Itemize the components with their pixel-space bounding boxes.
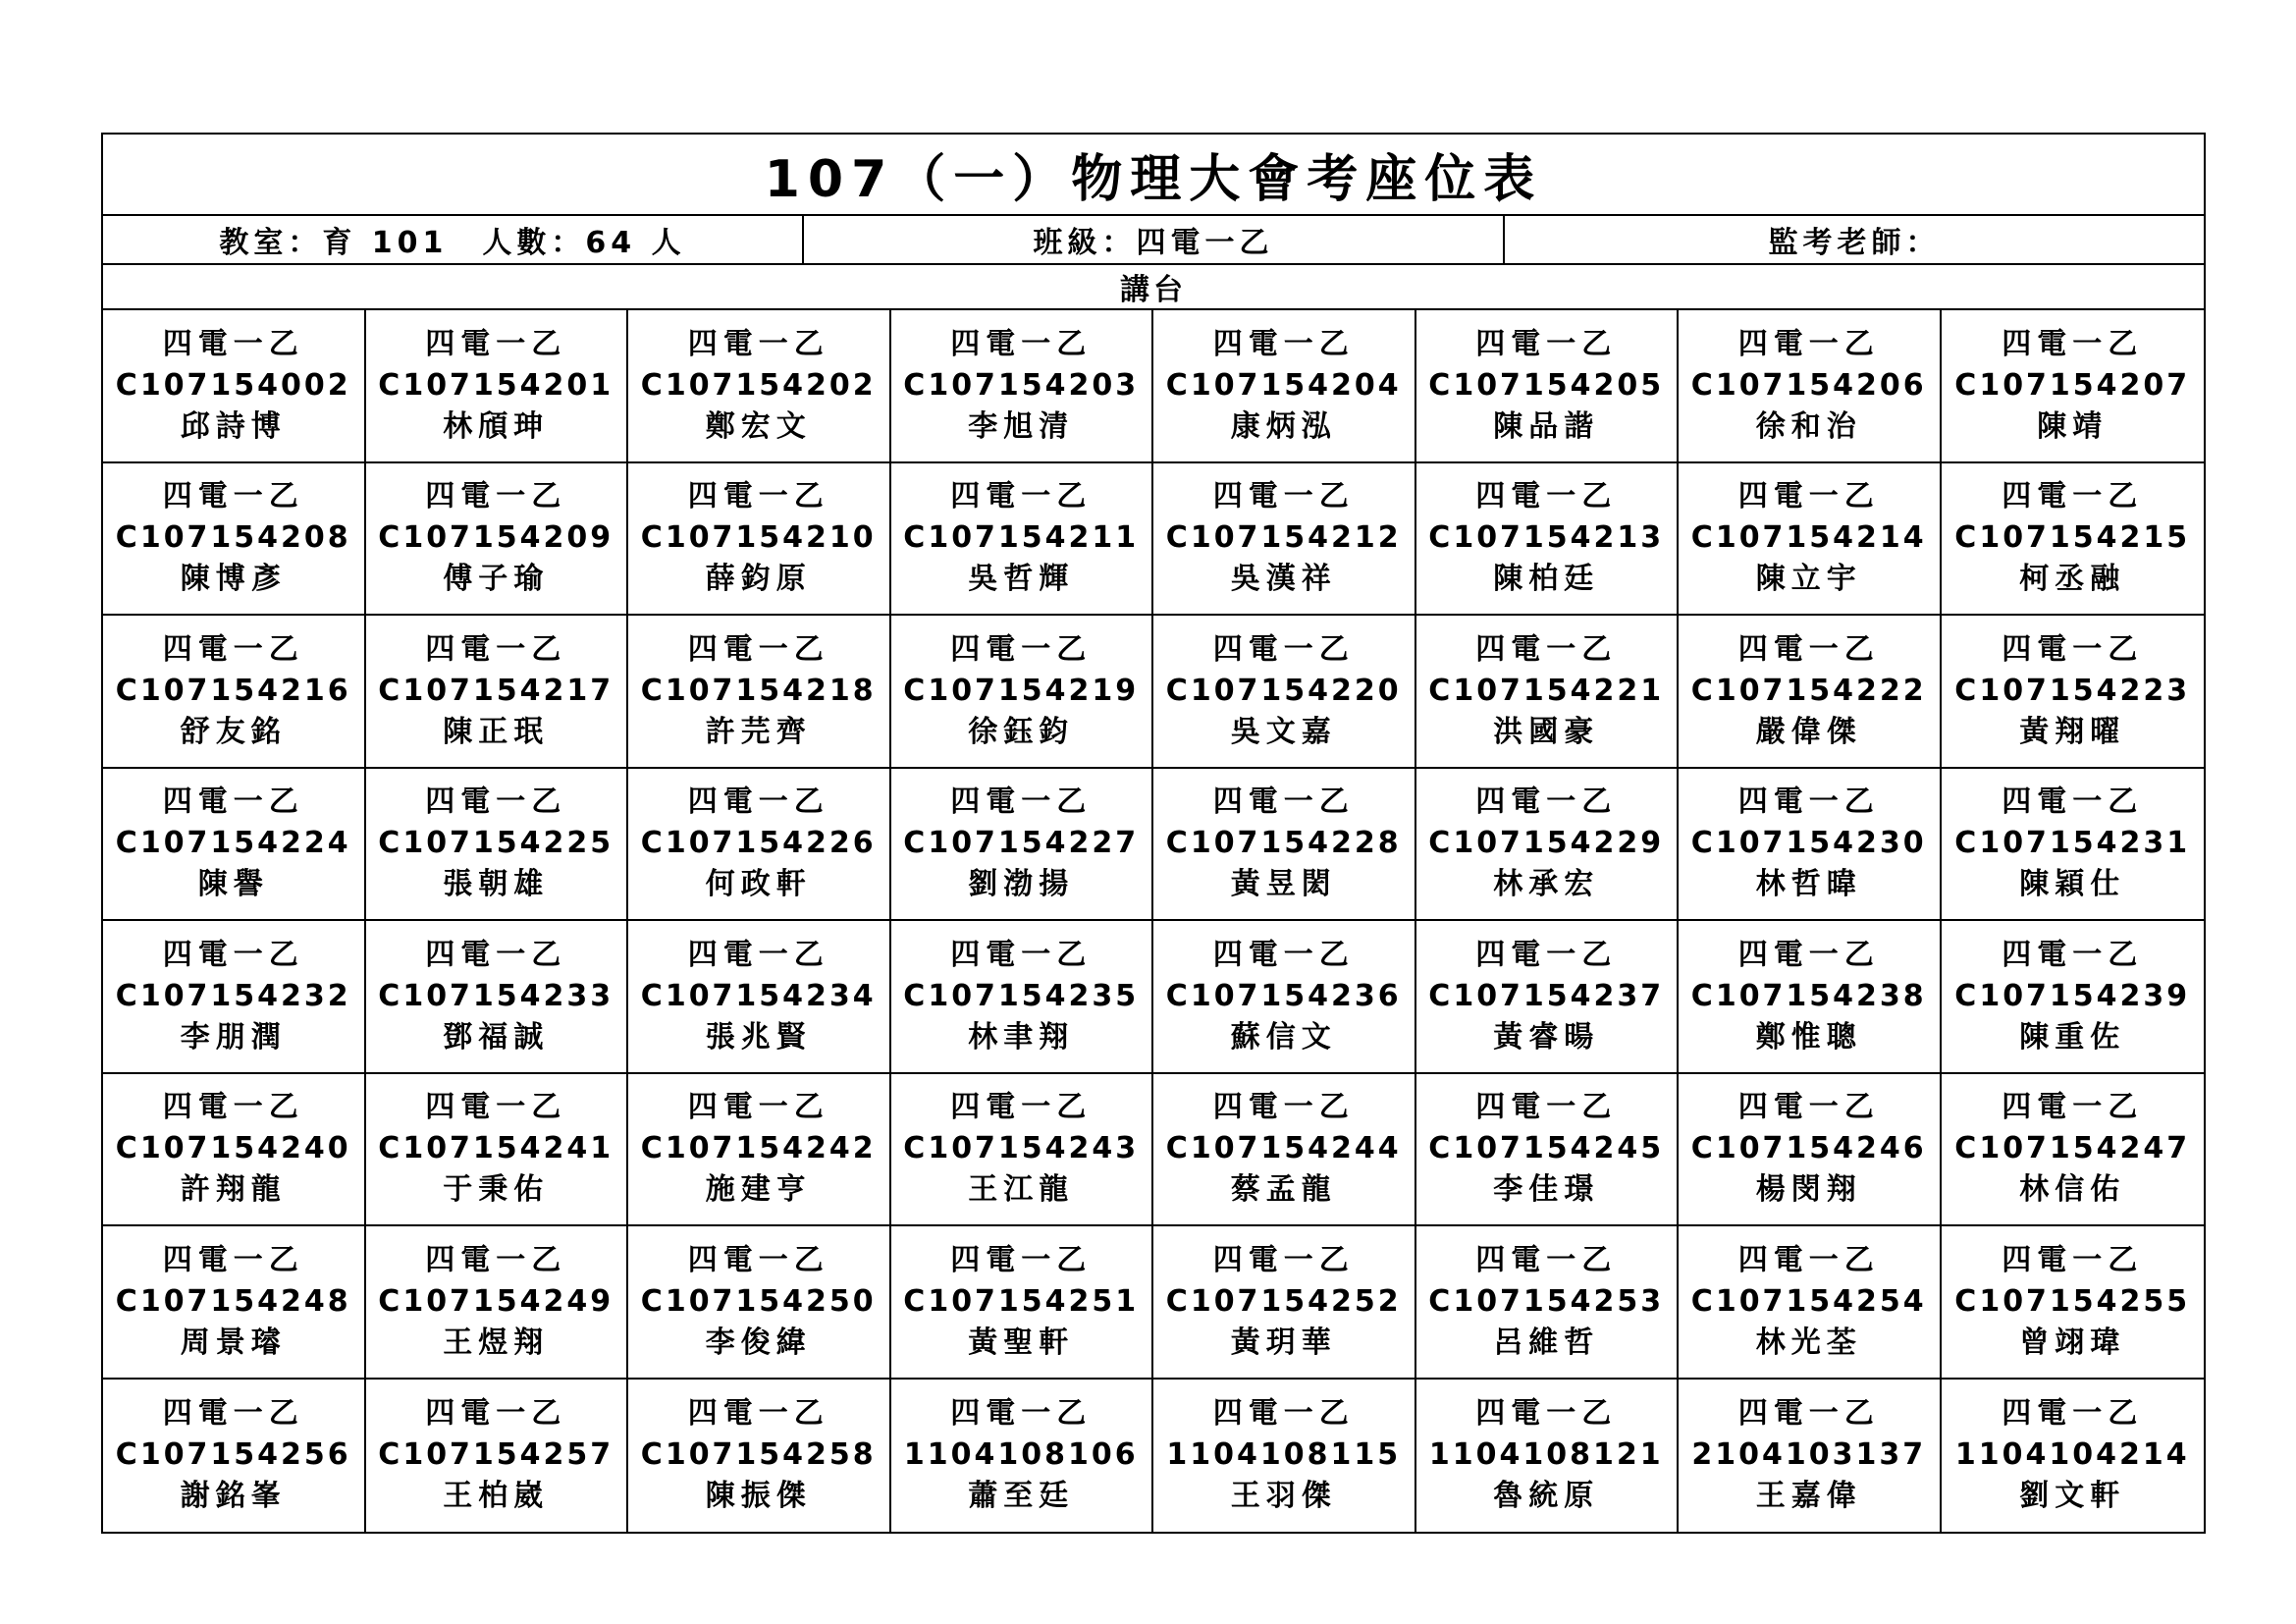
seat-student-id: C107154212 <box>1165 520 1402 556</box>
seat-student-id: C107154227 <box>903 826 1140 861</box>
seat-cell <box>891 1226 1154 1380</box>
seat-cell <box>1416 769 1680 922</box>
seat-student-name: 王羽傑 <box>1230 1479 1337 1514</box>
seat-student-id: C107154256 <box>115 1437 351 1473</box>
seat-class: 四電一乙 <box>1737 1242 1880 1277</box>
seat-student-id: C107154253 <box>1428 1283 1665 1319</box>
seat-student-name: 陳立宇 <box>1755 562 1862 597</box>
seat-class: 四電一乙 <box>1737 479 1880 514</box>
seat-student-name: 劉渤揚 <box>968 867 1075 902</box>
seat-student-id: C107154250 <box>640 1283 877 1319</box>
seat-class: 四電一乙 <box>1212 1090 1355 1125</box>
seat-student-name: 吳文嘉 <box>1230 714 1337 749</box>
seat-cell <box>891 463 1154 617</box>
seat-cell <box>1679 310 1942 463</box>
seat-class: 四電一乙 <box>162 631 304 667</box>
page-title: 107（一）物理大會考座位表 <box>103 135 2204 216</box>
seat-student-name: 陳品諧 <box>1493 408 1600 444</box>
seat-student-name: 鄧福誠 <box>443 1019 550 1055</box>
seat-cell <box>628 769 891 922</box>
seat-cell <box>628 921 891 1074</box>
seat-class: 四電一乙 <box>1212 1242 1355 1277</box>
podium: 講台 <box>103 265 2204 310</box>
seat-cell <box>366 463 629 617</box>
seat-cell <box>1679 463 1942 617</box>
seat-student-name: 吳哲輝 <box>968 562 1075 597</box>
seat-student-name: 陳博彥 <box>180 562 287 597</box>
seat-student-id: C107154201 <box>378 367 614 403</box>
seat-cell <box>1942 1380 2205 1533</box>
seat-student-id: C107154254 <box>1690 1283 1927 1319</box>
seat-student-name: 徐和治 <box>1755 408 1862 444</box>
seat-student-name: 呂維哲 <box>1493 1325 1600 1360</box>
seat-class: 四電一乙 <box>1475 937 1618 972</box>
seat-student-name: 林光荃 <box>1755 1325 1862 1360</box>
seat-cell <box>1153 1074 1416 1227</box>
seat-student-name: 許翔龍 <box>180 1172 287 1208</box>
seat-student-id: C107154203 <box>903 367 1140 403</box>
seat-class: 四電一乙 <box>162 785 304 820</box>
seat-class: 四電一乙 <box>1212 479 1355 514</box>
seat-student-name: 王江龍 <box>968 1172 1075 1208</box>
proctor-info: 監考老師： <box>1768 226 1941 260</box>
seat-class: 四電一乙 <box>687 326 829 361</box>
seat-cell <box>1942 769 2205 922</box>
seat-cell <box>1153 921 1416 1074</box>
seat-class: 四電一乙 <box>1475 1090 1618 1125</box>
seat-cell <box>366 921 629 1074</box>
seat-student-id: 2104103137 <box>1691 1437 1927 1473</box>
seat-cell <box>1942 616 2205 769</box>
seat-cell <box>1416 1074 1680 1227</box>
seat-class: 四電一乙 <box>2002 1396 2144 1432</box>
seat-class: 四電一乙 <box>950 937 1093 972</box>
seat-student-id: C107154224 <box>115 826 351 861</box>
seat-class: 四電一乙 <box>2002 1242 2144 1277</box>
seat-cell <box>891 310 1154 463</box>
seat-cell <box>1679 921 1942 1074</box>
seat-student-id: C107154241 <box>378 1131 614 1166</box>
seat-student-name: 黃聖軒 <box>968 1325 1075 1360</box>
seat-class: 四電一乙 <box>2002 631 2144 667</box>
seat-class: 四電一乙 <box>950 1090 1093 1125</box>
seat-student-id: C107154218 <box>640 673 877 708</box>
seat-student-name: 舒友銘 <box>180 714 287 749</box>
seat-class: 四電一乙 <box>1737 631 1880 667</box>
seat-cell <box>103 1380 366 1533</box>
seat-student-id: C107154235 <box>903 978 1140 1013</box>
seat-student-id: C107154213 <box>1428 520 1665 556</box>
seat-cell <box>1153 769 1416 922</box>
seat-student-name: 張兆賢 <box>705 1019 812 1055</box>
seat-cell <box>891 769 1154 922</box>
seat-student-id: C107154238 <box>1690 978 1927 1013</box>
seat-student-id: C107154251 <box>903 1283 1140 1319</box>
seat-cell <box>628 1380 891 1533</box>
seat-student-name: 魯統原 <box>1493 1479 1600 1514</box>
seat-student-id: C107154240 <box>115 1131 351 1166</box>
seat-student-id: C107154249 <box>378 1283 614 1319</box>
seat-class: 四電一乙 <box>425 326 567 361</box>
seat-student-name: 王煜翔 <box>443 1325 550 1360</box>
seat-cell <box>628 1226 891 1380</box>
seat-student-name: 陳柏廷 <box>1493 562 1600 597</box>
info-row <box>103 216 2204 265</box>
seat-cell <box>1416 616 1680 769</box>
seat-student-id: C107154252 <box>1165 1283 1402 1319</box>
seat-student-id: C107154231 <box>1954 826 2191 861</box>
seat-student-name: 陳靖 <box>2037 408 2109 444</box>
seat-student-id: C107154206 <box>1690 367 1927 403</box>
seat-cell <box>891 921 1154 1074</box>
seat-cell <box>103 463 366 617</box>
seat-cell <box>1153 616 1416 769</box>
seat-student-id: 1104108121 <box>1428 1437 1664 1473</box>
seat-student-name: 林頎珅 <box>443 408 550 444</box>
seat-class: 四電一乙 <box>1212 631 1355 667</box>
seat-class: 四電一乙 <box>1737 326 1880 361</box>
seat-student-name: 李朋潤 <box>180 1019 287 1055</box>
seat-student-id: C107154210 <box>640 520 877 556</box>
seat-class: 四電一乙 <box>687 1242 829 1277</box>
seat-class: 四電一乙 <box>950 1396 1093 1432</box>
seat-student-id: C107154215 <box>1954 520 2191 556</box>
seat-student-name: 于秉佑 <box>443 1172 550 1208</box>
seat-student-id: C107154002 <box>115 367 351 403</box>
seat-student-id: C107154247 <box>1954 1131 2191 1166</box>
seat-class: 四電一乙 <box>2002 785 2144 820</box>
seat-student-name: 張朝雄 <box>443 867 550 902</box>
seat-student-id: C107154248 <box>115 1283 351 1319</box>
seat-student-id: C107154234 <box>640 978 877 1013</box>
seat-cell <box>1679 1380 1942 1533</box>
seat-student-name: 康炳泓 <box>1230 408 1337 444</box>
seat-student-id: C107154228 <box>1165 826 1402 861</box>
seat-class: 四電一乙 <box>1475 479 1618 514</box>
seat-student-id: 1104108115 <box>1166 1437 1402 1473</box>
seat-student-id: C107154246 <box>1690 1131 1927 1166</box>
seat-class: 四電一乙 <box>425 937 567 972</box>
seat-student-name: 謝銘峯 <box>180 1479 287 1514</box>
seat-student-id: C107154214 <box>1690 520 1927 556</box>
seat-student-id: C107154222 <box>1690 673 1927 708</box>
seat-student-name: 蔡孟龍 <box>1230 1172 1337 1208</box>
seat-cell <box>1679 616 1942 769</box>
seat-student-id: C107154257 <box>378 1437 614 1473</box>
seat-class: 四電一乙 <box>687 1090 829 1125</box>
seat-student-id: C107154205 <box>1428 367 1665 403</box>
seat-student-name: 陳重佐 <box>2019 1019 2126 1055</box>
seat-class: 四電一乙 <box>425 1242 567 1277</box>
class-info: 班級：四電一乙 <box>804 216 1505 263</box>
seat-cell <box>1942 463 2205 617</box>
seat-student-name: 劉文軒 <box>2019 1479 2126 1514</box>
seat-cell <box>628 463 891 617</box>
seat-class: 四電一乙 <box>1212 785 1355 820</box>
seat-student-name: 陳譽 <box>197 867 269 902</box>
seat-class: 四電一乙 <box>950 785 1093 820</box>
seat-student-id: C107154211 <box>903 520 1140 556</box>
seat-cell <box>1153 310 1416 463</box>
seat-cell <box>1416 1380 1680 1533</box>
seat-student-name: 林聿翔 <box>968 1019 1075 1055</box>
seat-cell <box>103 1074 366 1227</box>
seat-class: 四電一乙 <box>162 1396 304 1432</box>
seat-class: 四電一乙 <box>950 326 1093 361</box>
seat-student-id: C107154244 <box>1165 1131 1402 1166</box>
seat-class: 四電一乙 <box>1475 1396 1618 1432</box>
seat-class: 四電一乙 <box>2002 479 2144 514</box>
seat-student-name: 黃昱閎 <box>1230 867 1337 902</box>
seat-student-name: 何政軒 <box>705 867 812 902</box>
seat-student-name: 邱詩博 <box>180 408 287 444</box>
seat-student-name: 施建亨 <box>705 1172 812 1208</box>
seat-cell <box>366 1074 629 1227</box>
seat-cell <box>1942 1074 2205 1227</box>
seat-cell <box>891 616 1154 769</box>
seat-student-name: 傅子瑜 <box>443 562 550 597</box>
seat-cell <box>366 310 629 463</box>
seat-cell <box>1942 1226 2205 1380</box>
seat-student-name: 林信佑 <box>2019 1172 2126 1208</box>
seat-student-name: 曾翊瑋 <box>2019 1325 2126 1360</box>
seat-class: 四電一乙 <box>1737 785 1880 820</box>
seat-class: 四電一乙 <box>425 1090 567 1125</box>
seat-class: 四電一乙 <box>162 1090 304 1125</box>
seat-student-id: C107154223 <box>1954 673 2191 708</box>
seat-class: 四電一乙 <box>2002 326 2144 361</box>
seat-student-name: 周景璿 <box>180 1325 287 1360</box>
seat-student-id: C107154202 <box>640 367 877 403</box>
seat-student-name: 黃睿暘 <box>1493 1019 1600 1055</box>
seat-student-id: C107154243 <box>903 1131 1140 1166</box>
seat-cell <box>628 1074 891 1227</box>
seat-cell <box>103 616 366 769</box>
seat-student-name: 陳振傑 <box>705 1479 812 1514</box>
seat-student-id: C107154221 <box>1428 673 1665 708</box>
seat-class: 四電一乙 <box>950 479 1093 514</box>
seat-student-name: 陳穎仕 <box>2019 867 2126 902</box>
seat-student-name: 鄭惟聰 <box>1755 1019 1862 1055</box>
seat-cell <box>366 769 629 922</box>
seat-class: 四電一乙 <box>2002 1090 2144 1125</box>
seat-student-name: 李佳璟 <box>1493 1172 1600 1208</box>
seat-cell <box>103 310 366 463</box>
seat-student-id: C107154236 <box>1165 978 1402 1013</box>
seat-class: 四電一乙 <box>687 785 829 820</box>
seat-student-name: 鄭宏文 <box>705 408 812 444</box>
seat-student-name: 黃玥華 <box>1230 1325 1337 1360</box>
seat-class: 四電一乙 <box>1737 1090 1880 1125</box>
seat-cell <box>366 616 629 769</box>
seat-cell <box>891 1380 1154 1533</box>
seat-cell <box>628 616 891 769</box>
seat-student-name: 許芫齊 <box>705 714 812 749</box>
seat-student-id: C107154219 <box>903 673 1140 708</box>
seat-class: 四電一乙 <box>1475 326 1618 361</box>
seat-class: 四電一乙 <box>162 479 304 514</box>
seat-student-name: 林承宏 <box>1493 867 1600 902</box>
seat-class: 四電一乙 <box>425 479 567 514</box>
seat-class: 四電一乙 <box>1737 1396 1880 1432</box>
seat-student-name: 林哲暐 <box>1755 867 1862 902</box>
seat-student-id: C107154258 <box>640 1437 877 1473</box>
seat-cell <box>1679 769 1942 922</box>
seat-student-id: C107154220 <box>1165 673 1402 708</box>
seat-student-id: C107154255 <box>1954 1283 2191 1319</box>
seat-class: 四電一乙 <box>950 1242 1093 1277</box>
seat-cell <box>366 1380 629 1533</box>
seat-student-id: C107154209 <box>378 520 614 556</box>
seat-student-id: C107154230 <box>1690 826 1927 861</box>
seat-cell <box>1416 463 1680 617</box>
seat-cell <box>1942 310 2205 463</box>
seat-cell <box>1416 1226 1680 1380</box>
seat-class: 四電一乙 <box>687 937 829 972</box>
seat-student-id: C107154207 <box>1954 367 2191 403</box>
seat-cell <box>1153 463 1416 617</box>
seat-student-name: 薛鈞原 <box>705 562 812 597</box>
seat-class: 四電一乙 <box>950 631 1093 667</box>
seat-cell <box>891 1074 1154 1227</box>
seat-class: 四電一乙 <box>1737 937 1880 972</box>
seat-student-id: C107154204 <box>1165 367 1402 403</box>
seat-class: 四電一乙 <box>1475 1242 1618 1277</box>
seat-class: 四電一乙 <box>1212 326 1355 361</box>
seat-student-id: 1104108106 <box>903 1437 1139 1473</box>
seat-class: 四電一乙 <box>687 479 829 514</box>
seat-class: 四電一乙 <box>687 631 829 667</box>
seat-student-name: 嚴偉傑 <box>1755 714 1862 749</box>
seat-student-id: C107154226 <box>640 826 877 861</box>
seat-student-id: C107154245 <box>1428 1131 1665 1166</box>
seat-student-id: C107154229 <box>1428 826 1665 861</box>
seat-cell <box>103 921 366 1074</box>
seat-cell <box>1153 1380 1416 1533</box>
seat-student-id: C107154208 <box>115 520 351 556</box>
seat-class: 四電一乙 <box>1212 937 1355 972</box>
seat-cell <box>1416 310 1680 463</box>
seat-cell <box>103 769 366 922</box>
seat-cell <box>1942 921 2205 1074</box>
seat-student-id: C107154233 <box>378 978 614 1013</box>
seat-student-id: C107154232 <box>115 978 351 1013</box>
seat-cell <box>366 1226 629 1380</box>
seat-student-name: 王柏崴 <box>443 1479 550 1514</box>
seat-class: 四電一乙 <box>687 1396 829 1432</box>
seat-class: 四電一乙 <box>1475 785 1618 820</box>
seat-student-id: C107154242 <box>640 1131 877 1166</box>
seat-student-id: C107154216 <box>115 673 351 708</box>
seat-student-id: C107154225 <box>378 826 614 861</box>
seating-chart <box>101 133 2206 1534</box>
seat-student-name: 蕭至廷 <box>968 1479 1075 1514</box>
seat-student-id: C107154217 <box>378 673 614 708</box>
seat-cell <box>1153 1226 1416 1380</box>
seat-cell <box>1679 1226 1942 1380</box>
seat-class: 四電一乙 <box>425 1396 567 1432</box>
seat-student-id: C107154237 <box>1428 978 1665 1013</box>
seat-class: 四電一乙 <box>1212 1396 1355 1432</box>
seat-class: 四電一乙 <box>425 631 567 667</box>
seat-student-id: 1104104214 <box>1954 1437 2190 1473</box>
seat-student-name: 楊閔翔 <box>1755 1172 1862 1208</box>
seat-cell <box>628 310 891 463</box>
seat-grid <box>103 310 2204 1532</box>
seat-student-name: 黃翔曜 <box>2019 714 2126 749</box>
seat-class: 四電一乙 <box>162 326 304 361</box>
seat-student-name: 李旭清 <box>968 408 1075 444</box>
seat-class: 四電一乙 <box>162 1242 304 1277</box>
seat-student-name: 陳正珉 <box>443 714 550 749</box>
seat-student-name: 王嘉偉 <box>1755 1479 1862 1514</box>
seat-class: 四電一乙 <box>425 785 567 820</box>
seat-cell <box>1416 921 1680 1074</box>
room-info: 教室：育 101 人數：64 人 <box>103 216 804 263</box>
seat-student-name: 吳漢祥 <box>1230 562 1337 597</box>
seat-student-name: 李俊緯 <box>705 1325 812 1360</box>
seat-cell <box>1679 1074 1942 1227</box>
seat-student-name: 蘇信文 <box>1230 1019 1337 1055</box>
seat-student-name: 徐鈺鈞 <box>968 714 1075 749</box>
seat-class: 四電一乙 <box>162 937 304 972</box>
seat-class: 四電一乙 <box>2002 937 2144 972</box>
seat-student-name: 柯丞融 <box>2019 562 2126 597</box>
seat-student-id: C107154239 <box>1954 978 2191 1013</box>
seat-class: 四電一乙 <box>1475 631 1618 667</box>
seat-student-name: 洪國豪 <box>1493 714 1600 749</box>
seat-cell <box>103 1226 366 1380</box>
